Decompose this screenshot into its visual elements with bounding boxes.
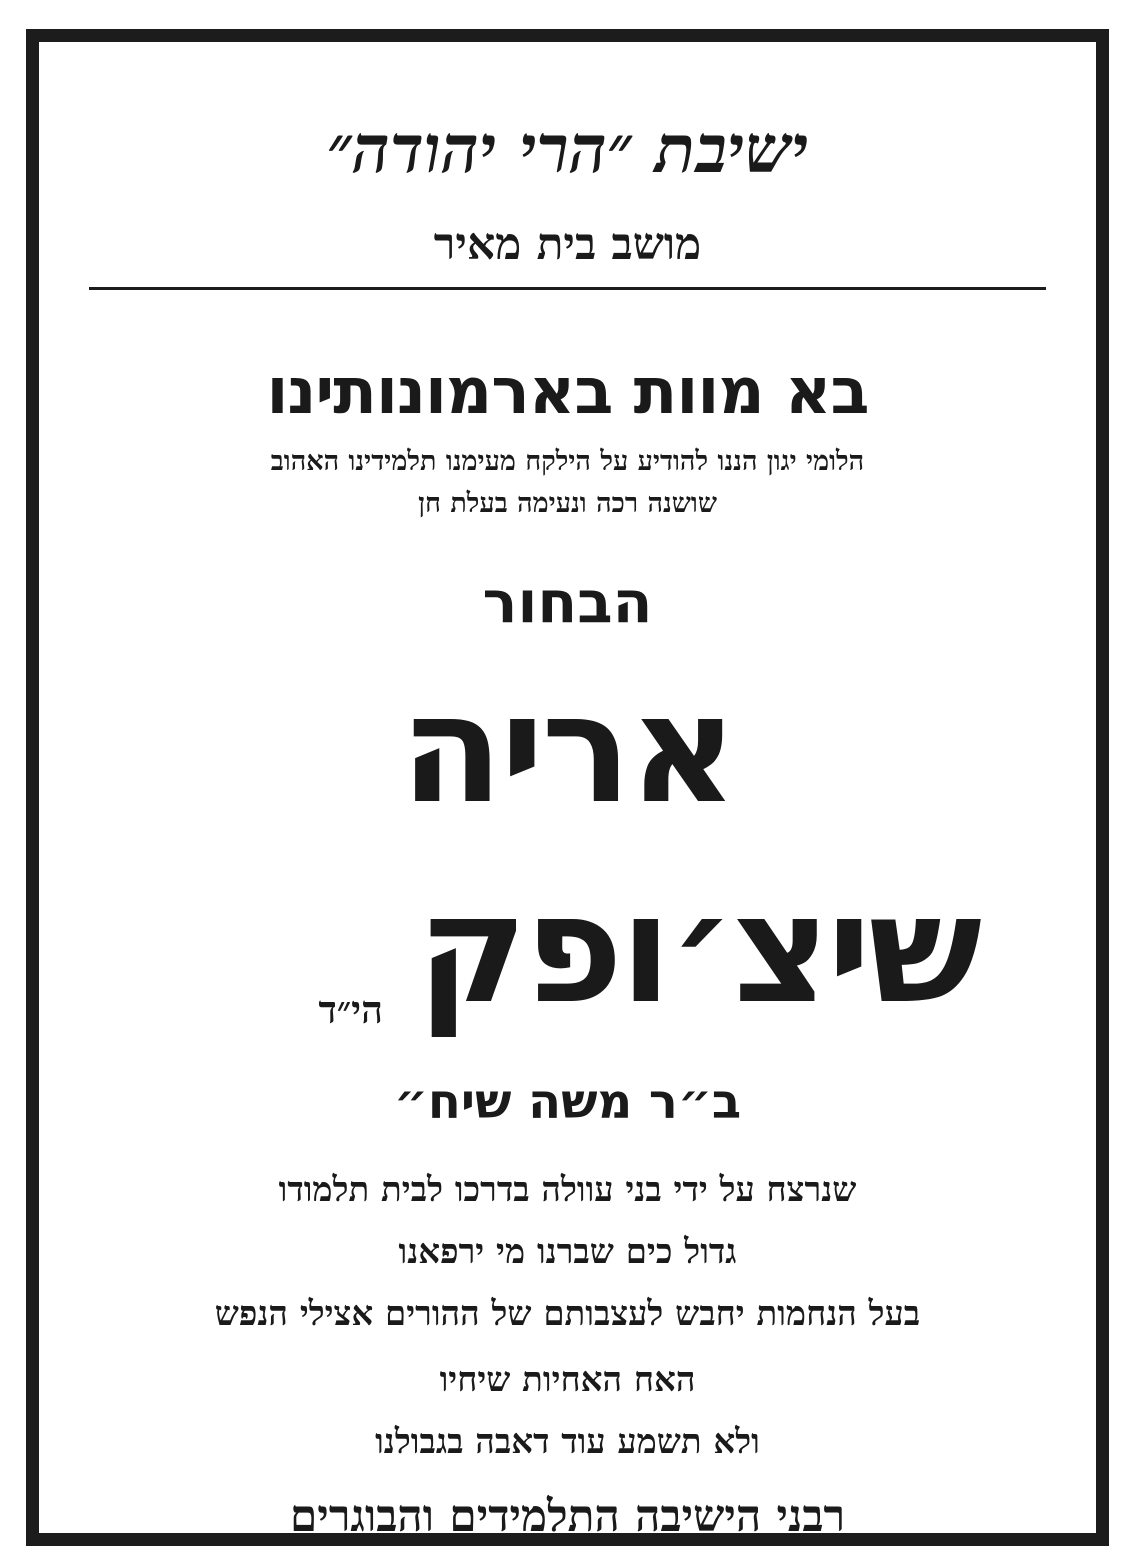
intro-line: הלומי יגון הננו להודיע על הילקח מעימנו תלמידינו האהוב — [270, 446, 865, 477]
body-line: שנרצח על ידי בני עוולה בדרכו לבית תלמודו — [278, 1170, 857, 1210]
header-divider — [89, 287, 1046, 290]
honorific: הי״ד — [318, 987, 383, 1032]
signature: רבני הישיבה התלמידים והבוגרים — [289, 1491, 846, 1542]
body-line: האח האחיות שיחיו — [439, 1360, 696, 1400]
deceased-surname: שיצ׳ופק — [416, 863, 979, 1037]
notice-headline: בא מוות בארמונותינו — [266, 355, 869, 429]
institution-name: ישיבת ״הרי יהודה״ — [326, 110, 809, 188]
deceased-title: הבחור — [482, 568, 653, 636]
intro-line: שושנה רכה ונעימה בעלת חן — [418, 488, 717, 519]
father-name: ב״ר משה שיח״ — [393, 1074, 742, 1130]
institution-location: מושב בית מאיר — [433, 219, 702, 270]
body-line: בעל הנחמות יחבש לעצבותם של ההורים אצילי הנפש — [214, 1294, 921, 1334]
deceased-first-name: אריה — [400, 663, 735, 837]
surname-row — [39, 850, 979, 1060]
notice-frame — [26, 29, 1109, 1546]
body-line: ולא תשמע עוד דאבה בגבולנו — [375, 1422, 760, 1462]
body-line: גדול כים שברנו מי ירפאנו — [398, 1232, 737, 1272]
